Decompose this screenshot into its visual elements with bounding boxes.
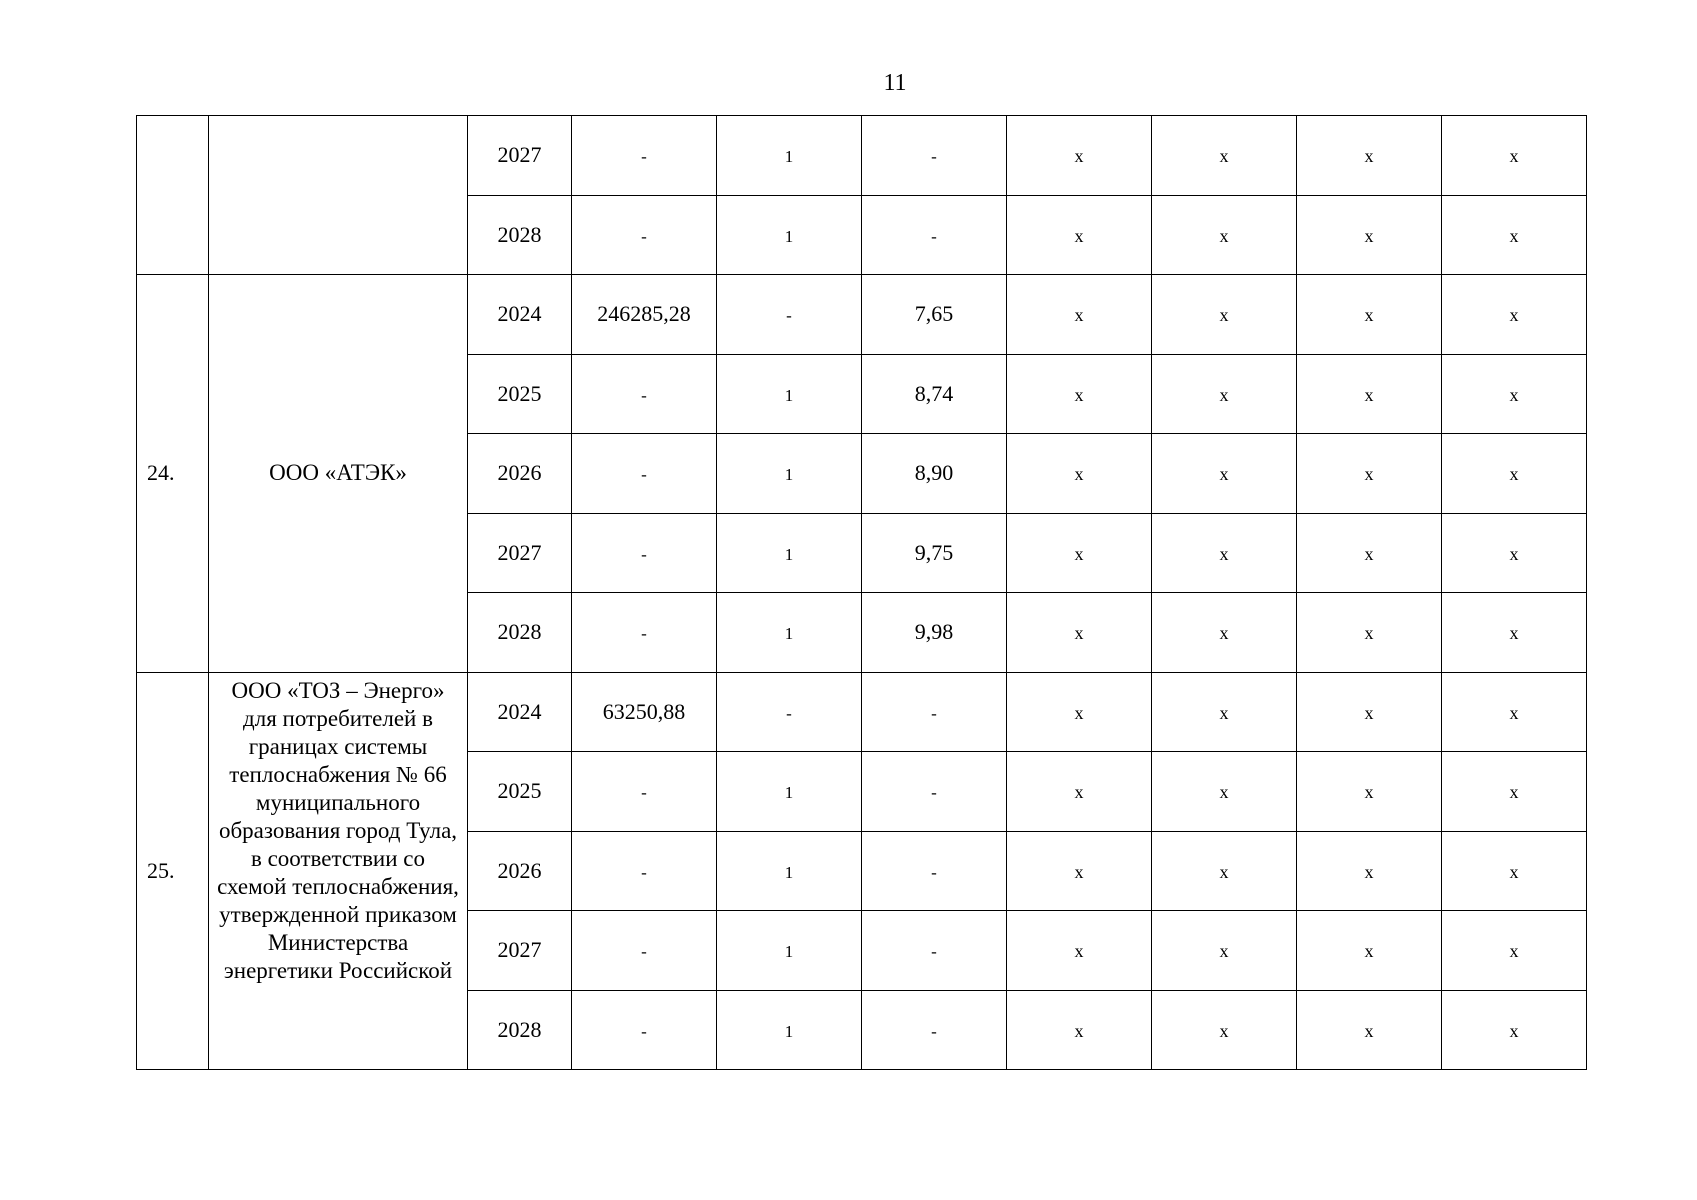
cell-value: x	[1509, 464, 1519, 485]
year-cell	[468, 275, 572, 355]
value-cell-c5	[1152, 195, 1297, 275]
value-cell-c4	[1007, 911, 1152, 991]
cell-value: x	[1364, 305, 1374, 326]
page-number: 11	[883, 70, 907, 96]
value-cell-c1	[572, 593, 717, 673]
value-cell-c7	[1442, 434, 1587, 514]
value-cell-c5	[1152, 354, 1297, 434]
cell-value: x	[1074, 384, 1084, 405]
cell-value: -	[931, 1021, 937, 1041]
value-cell-c2	[717, 593, 862, 673]
cell-value: x	[1074, 623, 1084, 644]
table-row	[137, 672, 1587, 752]
cell-value: x	[1364, 702, 1374, 723]
value-cell-c7	[1442, 116, 1587, 196]
value-cell-c7	[1442, 195, 1587, 275]
value-cell-c3	[862, 434, 1007, 514]
cell-value: x	[1364, 941, 1374, 962]
value-cell-c1	[572, 911, 717, 991]
tariff-table	[136, 115, 1587, 1070]
cell-value: x	[1074, 702, 1084, 723]
cell-value: x	[1074, 305, 1084, 326]
cell-value: x	[1219, 305, 1229, 326]
year-cell	[468, 513, 572, 593]
cell-value: -	[641, 385, 647, 405]
value-cell-c7	[1442, 513, 1587, 593]
value-cell-c3	[862, 116, 1007, 196]
value-cell-c2	[717, 672, 862, 752]
cell-value: 1	[784, 862, 794, 882]
cell-value: x	[1509, 384, 1519, 405]
cell-value: x	[1509, 543, 1519, 564]
value-cell-c4	[1007, 831, 1152, 911]
table-body	[137, 116, 1587, 1070]
value-cell-c4	[1007, 990, 1152, 1070]
value-cell-c6	[1297, 354, 1442, 434]
cell-value: x	[1074, 146, 1084, 167]
value-cell-c2	[717, 434, 862, 514]
value-cell-c6	[1297, 434, 1442, 514]
cell-value: -	[641, 783, 647, 803]
year-cell	[468, 354, 572, 434]
value-cell-c6	[1297, 831, 1442, 911]
cell-value: x	[1509, 861, 1519, 882]
value-cell-c6	[1297, 513, 1442, 593]
year-cell	[468, 990, 572, 1070]
value-cell-c5	[1152, 990, 1297, 1070]
year-cell	[468, 593, 572, 673]
cell-value: x	[1074, 543, 1084, 564]
cell-value: x	[1364, 146, 1374, 167]
value-cell-c7	[1442, 354, 1587, 434]
value-cell-c6	[1297, 752, 1442, 832]
year-cell	[468, 672, 572, 752]
cell-value: 63250,88	[602, 698, 686, 724]
cell-value: x	[1219, 1020, 1229, 1041]
year-cell	[468, 911, 572, 991]
cell-value: 1	[784, 783, 794, 803]
year-cell	[468, 434, 572, 514]
value-cell-c1	[572, 275, 717, 355]
year-text: 2027	[497, 142, 542, 168]
cell-value: x	[1074, 861, 1084, 882]
cell-value: 1	[784, 147, 794, 167]
cell-value: x	[1219, 782, 1229, 803]
cell-value: x	[1219, 384, 1229, 405]
cell-value: 8,74	[914, 380, 954, 406]
cell-value: x	[1509, 941, 1519, 962]
value-cell-c7	[1442, 752, 1587, 832]
cell-value: x	[1219, 941, 1229, 962]
cell-value: -	[786, 703, 792, 723]
cell-value: 246285,28	[597, 301, 691, 327]
value-cell-c3	[862, 672, 1007, 752]
cell-value: x	[1364, 623, 1374, 644]
value-cell-c1	[572, 434, 717, 514]
cell-value: 1	[784, 465, 794, 485]
value-cell-c6	[1297, 195, 1442, 275]
organization-cell: ООО «АТЭК»	[209, 275, 468, 673]
year-text: 2024	[497, 698, 542, 724]
value-cell-c3	[862, 593, 1007, 673]
year-text: 2028	[497, 1016, 542, 1042]
value-cell-c6	[1297, 990, 1442, 1070]
cell-value: -	[641, 862, 647, 882]
cell-value: x	[1364, 782, 1374, 803]
value-cell-c4	[1007, 593, 1152, 673]
cell-value: 1	[784, 226, 794, 246]
cell-value: x	[1509, 623, 1519, 644]
cell-value: x	[1509, 146, 1519, 167]
value-cell-c4	[1007, 354, 1152, 434]
value-cell-c1	[572, 116, 717, 196]
cell-value: x	[1219, 861, 1229, 882]
cell-value: -	[641, 624, 647, 644]
cell-value: x	[1364, 464, 1374, 485]
value-cell-c3	[862, 275, 1007, 355]
cell-value: x	[1509, 782, 1519, 803]
value-cell-c1	[572, 672, 717, 752]
value-cell-c7	[1442, 275, 1587, 355]
value-cell-c1	[572, 990, 717, 1070]
year-text: 2025	[497, 380, 542, 406]
value-cell-c3	[862, 195, 1007, 275]
value-cell-c6	[1297, 116, 1442, 196]
value-cell-c3	[862, 752, 1007, 832]
value-cell-c4	[1007, 195, 1152, 275]
year-cell	[468, 195, 572, 275]
row-number-cell	[137, 116, 209, 275]
year-text: 2028	[497, 221, 542, 247]
cell-value: 8,90	[914, 460, 954, 486]
value-cell-c2	[717, 116, 862, 196]
value-cell-c3	[862, 513, 1007, 593]
year-text: 2026	[497, 857, 542, 883]
cell-value: 1	[784, 942, 794, 962]
cell-value: x	[1074, 782, 1084, 803]
cell-value: x	[1074, 1020, 1084, 1041]
value-cell-c4	[1007, 275, 1152, 355]
year-text: 2028	[497, 619, 542, 645]
cell-value: x	[1219, 702, 1229, 723]
value-cell-c7	[1442, 990, 1587, 1070]
value-cell-c4	[1007, 434, 1152, 514]
value-cell-c1	[572, 831, 717, 911]
value-cell-c2	[717, 752, 862, 832]
cell-value: x	[1509, 1020, 1519, 1041]
cell-value: -	[641, 147, 647, 167]
value-cell-c3	[862, 911, 1007, 991]
year-text: 2027	[497, 937, 542, 963]
year-text: 2025	[497, 778, 542, 804]
cell-value: x	[1219, 146, 1229, 167]
value-cell-c6	[1297, 593, 1442, 673]
cell-value: -	[641, 942, 647, 962]
year-cell	[468, 116, 572, 196]
value-cell-c6	[1297, 911, 1442, 991]
cell-value: 7,65	[914, 301, 954, 327]
organization-cell	[209, 116, 468, 275]
value-cell-c7	[1442, 672, 1587, 752]
value-cell-c7	[1442, 911, 1587, 991]
cell-value: x	[1364, 543, 1374, 564]
year-text: 2027	[497, 539, 542, 565]
value-cell-c4	[1007, 752, 1152, 832]
cell-value: 1	[784, 544, 794, 564]
cell-value: 1	[784, 1021, 794, 1041]
cell-value: x	[1509, 305, 1519, 326]
cell-value: x	[1364, 1020, 1374, 1041]
year-cell	[468, 831, 572, 911]
cell-value: 9,75	[914, 539, 954, 565]
value-cell-c5	[1152, 275, 1297, 355]
year-text: 2024	[497, 301, 542, 327]
cell-value: 9,98	[914, 619, 954, 645]
cell-value: x	[1219, 225, 1229, 246]
value-cell-c2	[717, 990, 862, 1070]
value-cell-c4	[1007, 513, 1152, 593]
cell-value: -	[786, 306, 792, 326]
cell-value: -	[641, 1021, 647, 1041]
value-cell-c5	[1152, 434, 1297, 514]
row-number-cell: 25.	[137, 672, 209, 1070]
value-cell-c1	[572, 195, 717, 275]
value-cell-c5	[1152, 116, 1297, 196]
value-cell-c5	[1152, 593, 1297, 673]
value-cell-c6	[1297, 672, 1442, 752]
cell-value: x	[1219, 464, 1229, 485]
year-text: 2026	[497, 460, 542, 486]
value-cell-c4	[1007, 672, 1152, 752]
value-cell-c3	[862, 831, 1007, 911]
value-cell-c7	[1442, 831, 1587, 911]
cell-value: -	[931, 147, 937, 167]
cell-value: 1	[784, 385, 794, 405]
cell-value: -	[931, 942, 937, 962]
value-cell-c2	[717, 911, 862, 991]
cell-value: -	[641, 226, 647, 246]
cell-value: x	[1219, 623, 1229, 644]
year-cell	[468, 752, 572, 832]
cell-value: x	[1219, 543, 1229, 564]
cell-value: x	[1364, 861, 1374, 882]
value-cell-c5	[1152, 911, 1297, 991]
cell-value: -	[931, 226, 937, 246]
value-cell-c5	[1152, 831, 1297, 911]
value-cell-c5	[1152, 672, 1297, 752]
value-cell-c3	[862, 990, 1007, 1070]
cell-value: -	[931, 703, 937, 723]
cell-value: x	[1509, 702, 1519, 723]
value-cell-c1	[572, 513, 717, 593]
cell-value: x	[1364, 225, 1374, 246]
row-number-cell: 24.	[137, 275, 209, 673]
table-row	[137, 116, 1587, 196]
value-cell-c3	[862, 354, 1007, 434]
cell-value: -	[641, 465, 647, 485]
value-cell-c2	[717, 831, 862, 911]
value-cell-c7	[1442, 593, 1587, 673]
cell-value: -	[931, 783, 937, 803]
cell-value: -	[931, 862, 937, 882]
value-cell-c6	[1297, 275, 1442, 355]
cell-value: -	[641, 544, 647, 564]
value-cell-c2	[717, 513, 862, 593]
value-cell-c2	[717, 354, 862, 434]
cell-value: 1	[784, 624, 794, 644]
value-cell-c5	[1152, 752, 1297, 832]
value-cell-c5	[1152, 513, 1297, 593]
table-row	[137, 275, 1587, 355]
cell-value: x	[1074, 464, 1084, 485]
cell-value: x	[1074, 941, 1084, 962]
organization-cell: ООО «ТОЗ – Энерго» для потребителей в границах системы теплоснабжения № 66 муниципального образования город Тула, в соответствии со схемой теплоснабжения, утвержденной приказом Министерства энергетики Российской	[209, 672, 468, 1070]
value-cell-c2	[717, 195, 862, 275]
value-cell-c1	[572, 354, 717, 434]
cell-value: x	[1509, 225, 1519, 246]
value-cell-c2	[717, 275, 862, 355]
value-cell-c4	[1007, 116, 1152, 196]
cell-value: x	[1074, 225, 1084, 246]
value-cell-c1	[572, 752, 717, 832]
cell-value: x	[1364, 384, 1374, 405]
